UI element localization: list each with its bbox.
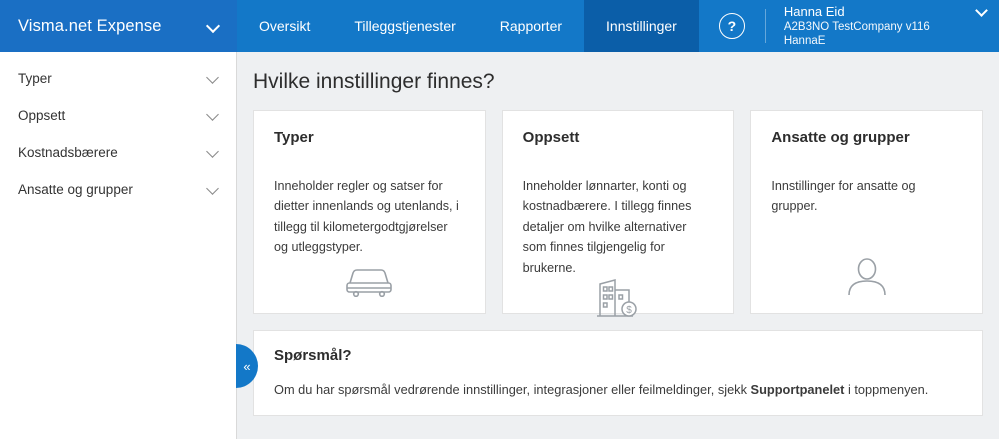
info-cards	[253, 110, 983, 314]
sidebar-item-label: Typer	[18, 71, 52, 86]
chevron-down-icon	[207, 19, 221, 33]
card-oppsett[interactable]	[502, 110, 735, 314]
person-icon	[771, 257, 962, 303]
question-card-title: Spørsmål?	[274, 347, 352, 364]
question-card	[253, 330, 983, 416]
nav-item-tilleggstjenester[interactable]	[332, 0, 477, 52]
nav-label: Oversikt	[259, 18, 311, 34]
chevron-down-icon	[207, 72, 220, 85]
nav-label: Rapporter	[499, 18, 563, 34]
main-content	[237, 52, 999, 439]
sidebar-item-label: Kostnadsbærere	[18, 145, 118, 160]
card-text: Inneholder regler og satser for dietter innenlands og utenlands, i tillegg til kilometergodtgjørelser og utleggstyper.	[274, 179, 459, 255]
sidebar-item-ansatte-og-grupper[interactable]	[0, 171, 236, 208]
top-bar	[0, 0, 999, 52]
card-title: Oppsett	[522, 129, 580, 146]
user-menu[interactable]	[766, 0, 999, 52]
building-money-icon	[523, 278, 714, 324]
sidebar-item-typer[interactable]	[0, 60, 236, 97]
chevron-down-icon	[207, 109, 220, 122]
sidebar-item-kostnadsbaerere[interactable]	[0, 134, 236, 171]
chevron-down-icon	[207, 146, 220, 159]
sidebar-item-oppsett[interactable]	[0, 97, 236, 134]
card-title: Ansatte og grupper	[771, 129, 910, 146]
supportpanelet-link[interactable]: Supportpanelet	[750, 382, 845, 397]
user-company: A2B3NO TestCompany v116 HannaE	[783, 20, 930, 48]
brand-menu[interactable]	[0, 0, 237, 52]
page-title: Hvilke innstillinger finnes?	[253, 70, 495, 93]
sidebar-collapse-button[interactable]: «	[236, 344, 258, 388]
nav-label: Tilleggstjenester	[354, 18, 456, 34]
help-button[interactable]	[699, 0, 765, 52]
user-name: Hanna Eid	[783, 3, 845, 19]
card-ansatte-og-grupper[interactable]	[750, 110, 983, 314]
nav-item-innstillinger[interactable]	[584, 0, 699, 52]
car-icon	[274, 261, 465, 303]
nav-label: Innstillinger	[606, 18, 677, 34]
sidebar-item-label: Oppsett	[18, 108, 66, 123]
chevron-down-icon	[977, 6, 989, 18]
question-text-before: Om du har spørsmål vedrørende innstillinger, integrasjoner eller feilmeldinger, sjekk	[274, 382, 751, 397]
question-card-text	[274, 382, 962, 397]
main-nav	[237, 0, 999, 52]
nav-item-rapporter[interactable]	[478, 0, 584, 52]
card-title: Typer	[274, 129, 314, 146]
sidebar-item-label: Ansatte og grupper	[18, 182, 133, 197]
card-text: Innstillinger for ansatte og grupper.	[771, 179, 916, 214]
nav-item-oversikt[interactable]	[237, 0, 332, 52]
question-mark-icon: ?	[719, 13, 745, 39]
card-text: Inneholder lønnarter, konti og kostnadbærere. I tillegg finnes detaljer om hvilke alternativer som finnes tilgjengelig for brukerne.	[522, 179, 692, 275]
chevron-down-icon	[207, 183, 220, 196]
sidebar	[0, 52, 251, 439]
svg-text:$: $	[626, 304, 632, 316]
app-body	[0, 52, 999, 439]
question-text-after: i toppmenyen.	[844, 382, 929, 397]
brand-title: Visma.net Expense	[18, 16, 162, 35]
card-typer[interactable]	[253, 110, 486, 314]
user-info	[784, 4, 971, 49]
